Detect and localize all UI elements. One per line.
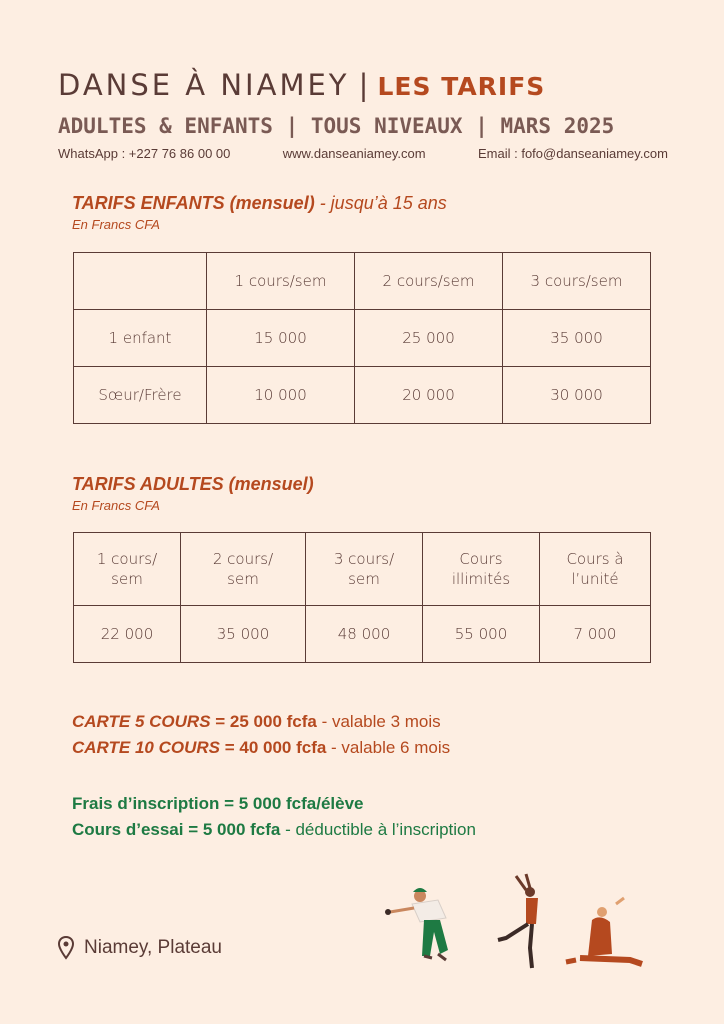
table-cell: 2 cours/ sem <box>181 533 306 606</box>
email-address[interactable]: Email : fofo@danseaniamey.com <box>478 146 668 161</box>
table-cell: 2 cours/sem <box>355 253 503 310</box>
kids-heading-rest: - jusqu’à 15 ans <box>314 193 447 213</box>
page-title <box>58 68 668 102</box>
table-cell: 48 000 <box>306 606 423 663</box>
whatsapp-number[interactable]: WhatsApp : +227 76 86 00 00 <box>58 146 231 161</box>
trial-class-line: Cours d’essai = 5 000 fcfa - déductible à l’inscription <box>72 820 476 839</box>
adults-heading <box>72 474 314 495</box>
table-cell: 15 000 <box>207 310 355 367</box>
table-cell: 20 000 <box>355 367 503 424</box>
table-cell: 1 enfant <box>74 310 207 367</box>
table-cell: 22 000 <box>74 606 181 663</box>
location-text: Niamey, Plateau <box>84 937 222 958</box>
table-cell: 10 000 <box>207 367 355 424</box>
table-row <box>74 606 651 663</box>
adults-currency-note: En Francs CFA <box>72 498 160 513</box>
table-cell: 25 000 <box>355 310 503 367</box>
kids-price-table <box>73 252 651 424</box>
table-row <box>74 367 651 424</box>
adults-heading-bold: TARIFS ADULTES (mensuel) <box>72 474 314 494</box>
table-cell: 3 cours/sem <box>503 253 651 310</box>
table-cell <box>74 253 207 310</box>
table-cell: 35 000 <box>181 606 306 663</box>
table-header-row <box>74 533 651 606</box>
table-cell: 1 cours/sem <box>207 253 355 310</box>
hiphop-dancer-icon <box>385 888 448 960</box>
website-link[interactable]: www.danseaniamey.com <box>282 146 426 161</box>
ballet-dancer-icon <box>498 874 538 968</box>
registration-fee-line: Frais d’inscription = 5 000 fcfa/élève <box>72 794 364 813</box>
title-separator: | <box>358 68 369 102</box>
table-cell: 55 000 <box>423 606 540 663</box>
location <box>58 936 222 960</box>
table-cell: 35 000 <box>503 310 651 367</box>
kids-heading <box>72 193 447 214</box>
kids-currency-note: En Francs CFA <box>72 217 160 232</box>
table-cell: Cours illimités <box>423 533 540 606</box>
contact-line <box>58 146 668 161</box>
table-cell: 1 cours/ sem <box>74 533 181 606</box>
dancers-illustration <box>380 868 660 978</box>
table-cell: 30 000 <box>503 367 651 424</box>
card-5-line: CARTE 5 COURS = 25 000 fcfa - valable 3 mois <box>72 712 441 731</box>
table-row <box>74 310 651 367</box>
table-cell: 7 000 <box>540 606 651 663</box>
title-main: DANSE À NIAMEY <box>58 68 350 102</box>
contemporary-dancer-icon <box>566 898 642 964</box>
table-cell: 3 cours/ sem <box>306 533 423 606</box>
title-accent: LES TARIFS <box>377 72 546 101</box>
subtitle: ADULTES & ENFANTS | TOUS NIVEAUX | MARS 2025 <box>58 114 615 138</box>
card-10-line: CARTE 10 COURS = 40 000 fcfa - valable 6 mois <box>72 738 451 757</box>
table-cell: Cours à l’unité <box>540 533 651 606</box>
kids-heading-bold: TARIFS ENFANTS (mensuel) <box>72 193 315 213</box>
table-header-row <box>74 253 651 310</box>
table-cell: Sœur/Frère <box>74 367 207 424</box>
location-pin-icon <box>58 936 74 960</box>
adults-price-table <box>73 532 651 663</box>
